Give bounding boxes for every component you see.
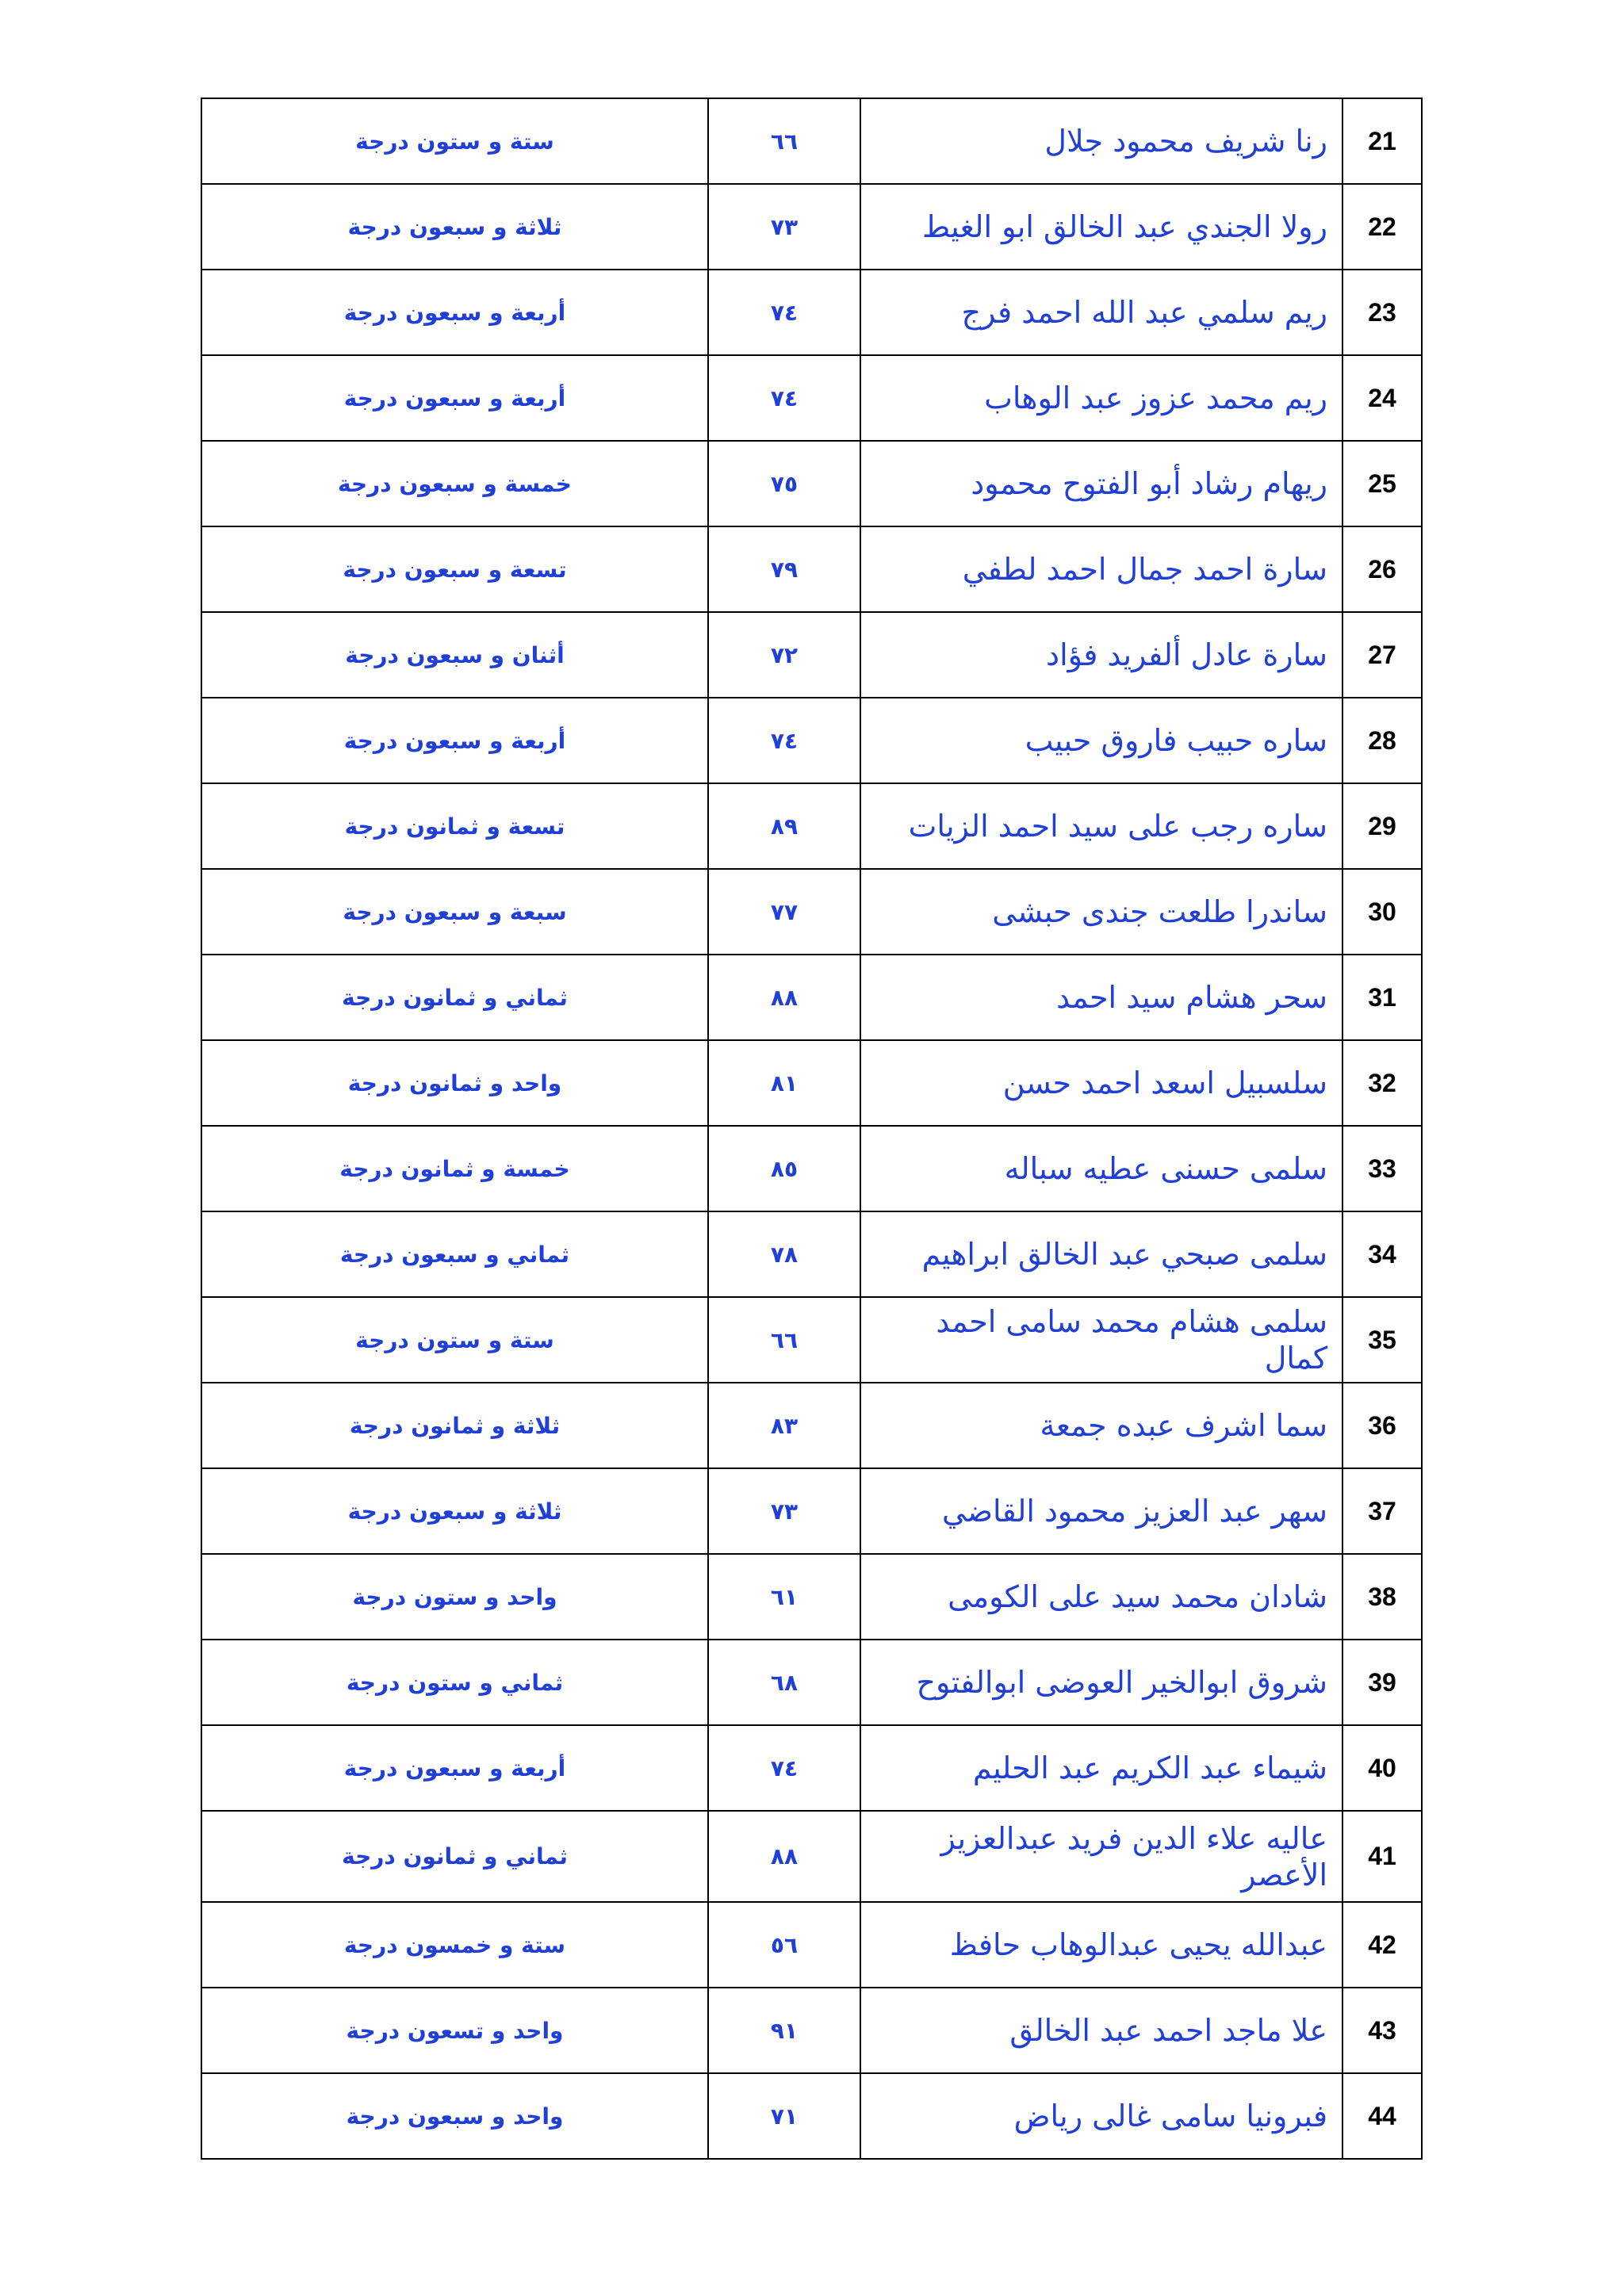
student-name: فبرونيا سامى غالى رياض (860, 2073, 1342, 2159)
row-number: 29 (1342, 783, 1422, 869)
table-row (201, 698, 1422, 783)
row-number: 31 (1342, 955, 1422, 1040)
score-words: ستة و ستون درجة (201, 98, 708, 184)
score-words: تسعة و ثمانون درجة (201, 783, 708, 869)
score-words: واحد و ثمانون درجة (201, 1040, 708, 1126)
score-digits: ٨٥ (708, 1126, 860, 1211)
score-digits: ٨١ (708, 1040, 860, 1126)
row-number: 36 (1342, 1383, 1422, 1468)
student-name: عبدالله يحيى عبدالوهاب حافظ (860, 1902, 1342, 1988)
table-row (201, 1554, 1422, 1640)
score-digits: ٧٤ (708, 355, 860, 441)
row-number: 35 (1342, 1297, 1422, 1383)
table-row (201, 869, 1422, 955)
score-digits: ٩١ (708, 1988, 860, 2073)
table-row (201, 1640, 1422, 1725)
student-name: سما اشرف عبده جمعة (860, 1383, 1342, 1468)
table-row (201, 441, 1422, 526)
student-name: ريم محمد عزوز عبد الوهاب (860, 355, 1342, 441)
score-digits: ٦٦ (708, 98, 860, 184)
score-words: خمسة و ثمانون درجة (201, 1126, 708, 1211)
score-digits: ٧٩ (708, 526, 860, 612)
score-digits: ٧٣ (708, 184, 860, 270)
score-digits: ٥٦ (708, 1902, 860, 1988)
student-name: شيماء عبد الكريم عبد الحليم (860, 1725, 1342, 1811)
score-words: واحد و سبعون درجة (201, 2073, 708, 2159)
row-number: 21 (1342, 98, 1422, 184)
row-number: 41 (1342, 1811, 1422, 1902)
table-row (201, 1902, 1422, 1988)
score-digits: ٧٣ (708, 1468, 860, 1554)
row-number: 44 (1342, 2073, 1422, 2159)
row-number: 33 (1342, 1126, 1422, 1211)
score-words: واحد و تسعون درجة (201, 1988, 708, 2073)
row-number: 22 (1342, 184, 1422, 270)
table-row (201, 1297, 1422, 1383)
score-words: ثلاثة و ثمانون درجة (201, 1383, 708, 1468)
row-number: 27 (1342, 612, 1422, 698)
student-name: ريم سلمي عبد الله احمد فرج (860, 270, 1342, 355)
score-words: أربعة و سبعون درجة (201, 355, 708, 441)
score-digits: ٧٤ (708, 698, 860, 783)
table-row (201, 526, 1422, 612)
student-name: سهر عبد العزيز محمود القاضي (860, 1468, 1342, 1554)
grades-table-body (201, 98, 1422, 2159)
grades-table (201, 98, 1423, 2160)
student-name: سحر هشام سيد احمد (860, 955, 1342, 1040)
row-number: 43 (1342, 1988, 1422, 2073)
student-name: شادان محمد سيد على الكومى (860, 1554, 1342, 1640)
table-row (201, 1383, 1422, 1468)
row-number: 42 (1342, 1902, 1422, 1988)
student-name: ساره حبيب فاروق حبيب (860, 698, 1342, 783)
student-name: عاليه علاء الدين فريد عبدالعزيز الأعصر (860, 1811, 1342, 1902)
score-digits: ٦٦ (708, 1297, 860, 1383)
table-row (201, 1988, 1422, 2073)
student-name: سلمى هشام محمد سامى احمد كمال (860, 1297, 1342, 1383)
row-number: 28 (1342, 698, 1422, 783)
table-row (201, 2073, 1422, 2159)
row-number: 25 (1342, 441, 1422, 526)
student-name: ساره رجب على سيد احمد الزيات (860, 783, 1342, 869)
table-row (201, 1126, 1422, 1211)
score-words: أربعة و سبعون درجة (201, 1725, 708, 1811)
score-digits: ٨٨ (708, 1811, 860, 1902)
score-digits: ٨٨ (708, 955, 860, 1040)
table-row (201, 1468, 1422, 1554)
score-words: أربعة و سبعون درجة (201, 270, 708, 355)
student-name: سارة عادل ألفريد فؤاد (860, 612, 1342, 698)
score-digits: ٨٩ (708, 783, 860, 869)
student-name: سلسبيل اسعد احمد حسن (860, 1040, 1342, 1126)
student-name: علا ماجد احمد عبد الخالق (860, 1988, 1342, 2073)
score-words: أثنان و سبعون درجة (201, 612, 708, 698)
score-digits: ٨٣ (708, 1383, 860, 1468)
row-number: 38 (1342, 1554, 1422, 1640)
row-number: 24 (1342, 355, 1422, 441)
score-words: خمسة و سبعون درجة (201, 441, 708, 526)
score-words: سبعة و سبعون درجة (201, 869, 708, 955)
student-name: رنا شريف محمود جلال (860, 98, 1342, 184)
row-number: 34 (1342, 1211, 1422, 1297)
row-number: 23 (1342, 270, 1422, 355)
row-number: 30 (1342, 869, 1422, 955)
score-digits: ٧٢ (708, 612, 860, 698)
student-name: رولا الجندي عبد الخالق ابو الغيط (860, 184, 1342, 270)
student-name: سلمى حسنى عطيه سباله (860, 1126, 1342, 1211)
score-words: ستة و ستون درجة (201, 1297, 708, 1383)
table-row (201, 184, 1422, 270)
table-row (201, 1040, 1422, 1126)
student-name: سارة احمد جمال احمد لطفي (860, 526, 1342, 612)
table-row (201, 1211, 1422, 1297)
score-digits: ٧٤ (708, 270, 860, 355)
row-number: 39 (1342, 1640, 1422, 1725)
score-digits: ٧٤ (708, 1725, 860, 1811)
score-words: ستة و خمسون درجة (201, 1902, 708, 1988)
score-digits: ٧٨ (708, 1211, 860, 1297)
table-row (201, 98, 1422, 184)
student-name: سلمى صبحي عبد الخالق ابراهيم (860, 1211, 1342, 1297)
score-digits: ٧٧ (708, 869, 860, 955)
score-words: ثماني و ستون درجة (201, 1640, 708, 1725)
score-digits: ٦١ (708, 1554, 860, 1640)
score-words: ثلاثة و سبعون درجة (201, 1468, 708, 1554)
table-row (201, 270, 1422, 355)
score-words: ثلاثة و سبعون درجة (201, 184, 708, 270)
score-digits: ٧٥ (708, 441, 860, 526)
row-number: 26 (1342, 526, 1422, 612)
table-row (201, 1811, 1422, 1902)
row-number: 40 (1342, 1725, 1422, 1811)
student-name: ساندرا طلعت جندى حبشى (860, 869, 1342, 955)
table-row (201, 955, 1422, 1040)
row-number: 32 (1342, 1040, 1422, 1126)
score-words: ثماني و سبعون درجة (201, 1211, 708, 1297)
table-row (201, 612, 1422, 698)
table-row (201, 783, 1422, 869)
table-row (201, 1725, 1422, 1811)
score-words: ثماني و ثمانون درجة (201, 955, 708, 1040)
row-number: 37 (1342, 1468, 1422, 1554)
score-words: تسعة و سبعون درجة (201, 526, 708, 612)
score-digits: ٦٨ (708, 1640, 860, 1725)
score-words: أربعة و سبعون درجة (201, 698, 708, 783)
student-name: ريهام رشاد أبو الفتوح محمود (860, 441, 1342, 526)
score-words: واحد و ستون درجة (201, 1554, 708, 1640)
table-row (201, 355, 1422, 441)
score-digits: ٧١ (708, 2073, 860, 2159)
score-words: ثماني و ثمانون درجة (201, 1811, 708, 1902)
student-name: شروق ابوالخير العوضى ابوالفتوح (860, 1640, 1342, 1725)
